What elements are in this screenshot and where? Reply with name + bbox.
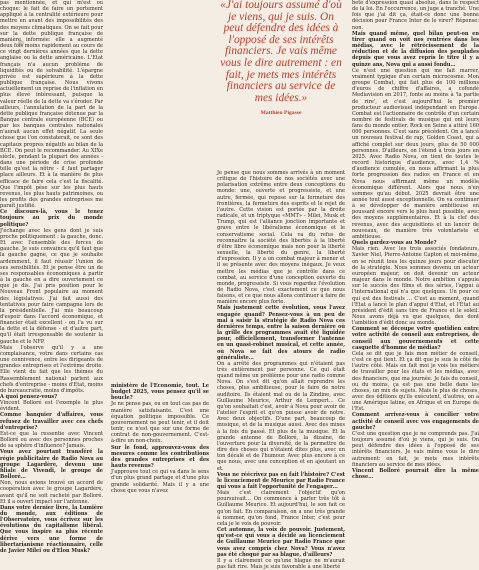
paragraph: Cela se dit que je fais mon métier de conseil, c'est ce qui tient. Et ça dit que je suis le côté de l'autre côté. Mais en fait moi je vois les métiers de travailler pour les états et les médias, avec des financiers, que ma journée. Je fais du conseil, ou du moins, ça est pas une belle dans les choses, un mix de sujets. Mais le plus de choses, avec des éditions qu'ils exécutent, d'autres, on a une Amérique latine, en Afrique et en Europe de l'Est. <box>352 350 479 413</box>
interview-question: Quels gardez-vous au Monde? <box>352 240 437 247</box>
interview-question: Vous avez pourtant transféré la régie publicitaire de Radio Nova au groupe Lagardère, devenu une filiale de Vivendi, le groupe de Bolloré… <box>0 449 103 481</box>
paragraph: C'est une question que je ne comprends pas. J'ai toujours assumé d'où je viens, qui je suis. On peut défendre des idées à l'opposé de ses intérêts financiers. Je vais même vous le dire autrement: en fait, je mets mes intérêts financiers au service de mes idées. <box>352 430 479 468</box>
interview-question: Cet automne, la voix de pouvoir. Justement, qu'est-ce qui vous a décidé au licenciement de Guillaume Meurice par Radio France que vous avez compris chez Nova? Vous n'avez pas été choqué par sa blague, d'ailleurs? <box>217 527 345 558</box>
interview-question: Dans votre dernier livre, la Lumière du monde, aux éditions de l'Observatoire, vous écrivez sur les évolutions du capitalisme libéral. Que vous inspire sa plus récente dérive vers une forme de libertarianisme réactionnaire, celle de Javier Milei ou d'Elon Musk? <box>0 504 103 554</box>
interview-question: Mais justement cette évolution, vous l'avez engagée quand? Pensez-vous à un peu de mal à saisir la stratégie de Radio Nova ces dernières temps, entre la saison dernière où la grille des programmes avait été liquidée pour, officiellement, transformer l'antenne en un quasi-robinet musical, et cette année, où Nova se fait des atours de radio généraliste… <box>217 305 345 361</box>
paragraph: On a arrêté des programmes qui n'étaient pas très entièrement par personne. Ce qui était quand même un problème pour une radio comme Nova. On s'est dit qu'on allait reprendre les choses, plus ambitieuse, pour le faire de notre auditoire. Ils étaient mal ou de la Zindine, avec Guillaume Meurice, Arthur de Lempert… Ce qu'on souhaitait c'est, avoir à Nova pour avoir de l'atelier l'esprit et qu'on puisse avoir de notre. Avec deux objectifs. D'une part, beaucoup de musique, et de la musique aussi. Avec des mixes à la fois du passé. Et plus de la musique. Et la grande antenne de Bolloré, la dizaine, de l'ouverture pour la diversité, de la permettre de dire des choses qui n'étaient dites plus, avec un ton décalé et de l'humour. Avec plus encore à ce que nous, avec une conception et en ajoutant un et. <box>217 360 345 472</box>
paragraph: Non, nous avions trouvé un accord de coopération avec le groupe Lagardère, avant qu'il ne soit racheté par Bolloré. Et il a ouvert impact sur l'antenne. <box>0 480 103 505</box>
paragraph: Il y a clairement ce qu'une blague ne m'aurait pas fait rire. Mais je suis favorable à une liberté <box>217 557 345 570</box>
pull-quote: «J'ai toujours assumé d'où je viens, qui je suis. On peut défendre des idées à l'opposé de ses intérêts financiers. Je vais même vous le dire autrement : en fait, je mets mes intérêts financiers au service de mes idées.» <box>220 0 342 104</box>
paragraph: Est-ce que la ressentie avec Vincent Bolloré ou avec des personnes proches de sa sphère d'influence? Jamais. <box>0 430 103 450</box>
paragraph: J'échange avec les gens dont je suis proche politiquement : la gauche, donc. Et avec l'ensemble des forces de gauche. Je suis convaincu qu'il faut que la gauche gagne, ce que je souhaite ardemment, il faut réussir l'union de ses sensibilités. Et je pense être un de ses responsables économiques à partir à la gauche en a dire ouvertement ce que je dis. J'ai pris position pour le Nouveau Front populaire au moment des législatives. J'ai fait aussi des tentatives pour faire campagne lors de la présidentielle. J'ai mis beaucoup d'espoir dans l'accord économique, et financier était excellent - on l'a vu sur la dette et la défense - et d'autre part, qu'il était irresponsable de soutenir la gauche et le NFP. <box>0 227 103 345</box>
paragraph: Ce n'est une question qui me fait marrer, vraiment typique d'un certain microcosme. Mon groupe Combat, qui fait plus de 100 millions d'euros de chiffre d'affaires, a cofondé Mediavision en 2017, fonte au moins à 'la partie de rire', et c'est aujourd'hui le premier producteur audiovisuel indépendant en Europe. Combat est l'actionnaire de contrôle d'un certain nombre de festivals de musique qui ont leurs fans du monde entier. Rock en Seine a attiré 160 000 personnes. C'est sans précédent. On a lancé un nouveau festival de rap, Golden Coast, qui a affiché complet sur deux jours, plus de 50 000 personnes. D'ailleurs, on l'étend à trois jours en 2025. Avec Radio Nova, on tient de toutes le record historique d'audience, avec 1,4 % d'audience cumulée, en nous affirmant la plus forte progression des radios en France et en Nova nous affirmant même un modèle économique différent. Alors que nous n'en sommes qu'au début. 2025 devrait être une année tout aussi exceptionnelle. On va continuer à se développer de manière ambitieuse en poussant encore vers le plus haut possible, avec des moyens supplémentaires. Et à la clef des revenus, avec des acquisitions et un lancer de nouveaux, de manière très volontariste et ambitieuse. <box>352 67 479 240</box>
paragraph: Mais c'est clairement l'objectif qu'on poursuivait… On commence à parler très tôt à Guillaume Meurice. Et aujourd'hui, le son fait ce qu'on fait. En comparaison, on a une très grande à nommer, qu'on fond, France Inter, c'est pour cela je le vois de pouvoir. <box>217 490 345 527</box>
interview-question: A quoi pensez-vous? <box>0 394 58 400</box>
paragraph: Je ne pense pas, ou en tout cas pas de manière satisfaisante. C'est une équation politique impossible. Ce gouvernement ne peut tenir, et il doit tenir, ce n'est que sur une forme de contrat de non-gouvernement. C'est-à-dire un non-choix. <box>111 401 209 445</box>
interview-question: Comment arrivez-vous à concilier votre activité de conseil avec vos engagements de gauche? <box>352 412 479 431</box>
paragraph: Mais l'observe qu'il y a une complaisance, votre dans certains cas une connivence, entre les dirigeants de grandes entreprises et l'extrême droite. Elle vient du fait que les thèmes du Rassemblement national parlent aux chefs d'entreprise - moins d'Etat, moins de bureaucratie, moins d'impôts. <box>0 344 103 394</box>
interview-question: Vous ne réécrivez pas en fait l'histoire? C'est le licenciement de Meurice par Radio France qui vous a fait l'opportunité de l'engager… <box>217 471 345 490</box>
interview-question: Vincent Bolloré pourrait dire la même chose… <box>352 467 479 481</box>
article-column-4 <box>352 0 479 560</box>
interview-question: Comme banquier d'affaires, vous refusez de travailler avec ces chefs d'entreprise? <box>0 412 103 431</box>
pull-quote-author: Matthieu Pigasse <box>260 110 302 117</box>
pull-quote-block <box>217 0 345 164</box>
article-column-2 <box>111 383 209 560</box>
paragraph: J'approuve tout ce qui va dans le sens d'un plus grand partage et d'une plus grande solidarité. Mais il y a une chose que vous n'avez <box>111 469 209 494</box>
article-column-1 <box>0 0 103 560</box>
interview-question: Ce discours-là, vous le tenez toujours au prix du monde politique? <box>0 209 103 228</box>
interview-question: Sur le fond, approuvez-vous des mesures comme les contributions des grandes entreprises et des hauts revenus? <box>111 444 209 470</box>
interview-question: Comment se découpe votre quotidien entre votre activité de conseil aux entreprises, de conseil aux gouvernements et cette casquette d'homme de médias? <box>352 326 479 351</box>
interview-question: Mais quand même, quel bilan peut-on en tirer quand on voit nos rentrées dans les médias, avec le rétrécissement de la réduction et de la diffusion des peuplades depuis que vous avez repris le titre il y a quinze ans, Nova qui a aussi fondu… <box>352 30 479 68</box>
paragraph: Je pense que nous sommes arrivés à un moment critique de l'histoire de nos sociétés avec une polarisation extrême entre deux conceptions du monde: une, ouverte et progressiste, et une autre, fermée, qui repose sur la fermeture des frontières, la fermeture des esprits et le rejet de l'autre. Cette vision est portée par la droite radicale, et un triptyque «MMT» - Milei, Musk et Trump, qui est l'alliance jonction importante et grave entre le libéralisme économique et le conservatisme social. Cela va du refus de reconnaître la société des libertés à la liberté d'être libre économique mais non pour la liberté sexuelle, la liberté du genre, la liberté d'expression. Il y a un combat majeur à mener et il se présente avec des moyens inégaux. Je veux mettre les médias que je contrôle dans ce combat, au service d'une conception ouverte du monde, progressiste. Si vous regardez l'évolution de Radio Nova, c'est exactement ce que nous faisons, et ce que nous allons continuer à faire de manière encore plus forte. <box>217 170 345 306</box>
paragraph: beté d'expression quasi absolue, dans le respect de la loi. En l'occurrence, un juge a tranché. Une fois que j'ai dit ça, était-ce donc une bonne décision pour France Inter de le virer? Réponse: non. <box>352 0 479 31</box>
paragraph: Mais rien. Avec les trois associés fondateurs, Xavier Niel, Pierre-Antoine Capton et moi-même, on se réunit tous les quinze jours pour discuter de la stratégie. Nous sommes devenu un acteur européen majeur, on doit devenir un acteur majeur dans le monde. Notre ambition s'appuie sur le succès des films et des séries, l'appui à l'international qui n'a que quelques. Un pour ce qui est des festivals … C'est au moment, quand l'Etat a lancé le plan d'appui d'Etat, et l'État au président d'édit sans tire de France et le soleil. Nous avons déjà vu que quelques, des dont l'ambition d'édit donc au monde. <box>352 246 479 327</box>
paragraph: pas mentionnée, et qui m'est ou choque: le fait de faire un portement appliqué à la centralité extérieure pour mettre en avant des impossibilités des des moyens climatiques. On se fait pour sur la dette publique française de manière informée: elle a augmenté deux fois moins rapidement au cours de ce vingt dernières années que la dette anglaise ou la dette américaine. L'Etat français n'a aucun problème de liquidités ou de solvabilité. L'épargne privée est supérieure à la dette publique française. Nous vivons actuellement un reprise de l'inflation en plus élevé intéressant, puisque la valeur réelle de la dette va s'éroder. Par ailleurs, l'annulation de la part de la dette publique française détenue par la Banque centrale européenne (BCE) ou par les banques centrales nationales n'aurait aucun effet négatif. La seule chose que l'on constaterait, ce sont des capitaux propres négatifs au bilan de la BCE. On peut le recommander. Au XIXe siècle, pendant la plupart des années - dans une période de crise profonde telle qu'est la nôtre - il faut partager place ailleurs. Et à la manière de plus efficace de faire cela c'est la fiscalité. Que l'impôt pèse sur les plus hauts revenus, les plus hauts patrimoines, ou les profits des grandes entreprises me paraît justifié. <box>0 0 103 210</box>
interview-question: ministère de l'Economie, tout. Le budget 2025, vous pensez qu'il se boucle? <box>111 383 209 402</box>
paragraph: Vincent Bolloré est l'exemple le plus évident. <box>0 400 103 413</box>
article-column-3 <box>217 170 345 570</box>
